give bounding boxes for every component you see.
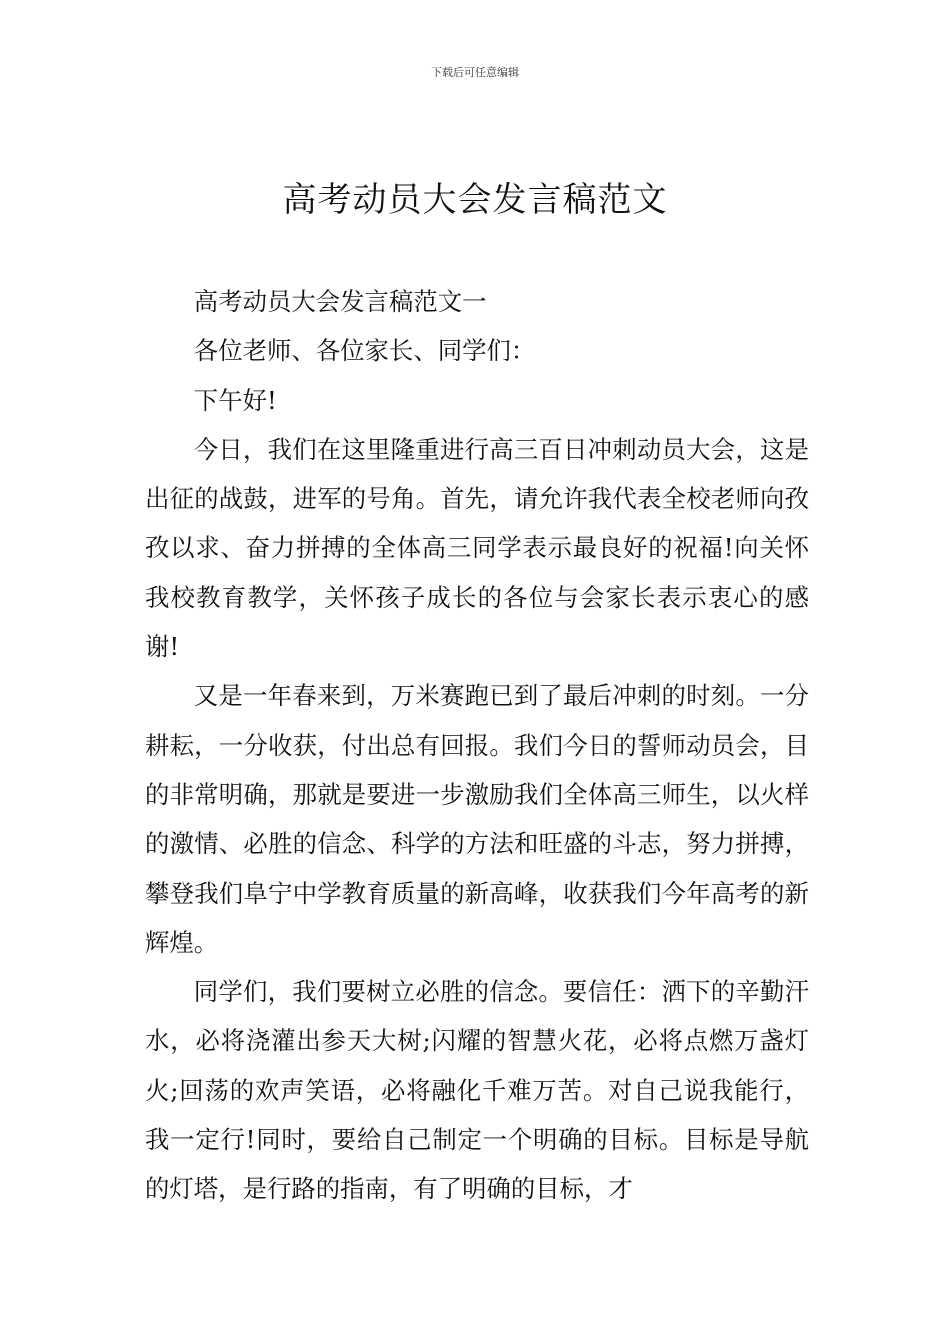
paragraph-salutation: 各位老师、各位家长、同学们：: [193, 336, 536, 366]
paragraph-body-1: 今日，我们在这里隆重进行高三百日冲刺动员大会，这是出征的战鼓，进军的号角。首先，请允许我代表全校老师向孜孜以求、奋力拼搏的全体高三同学表示最良好的祝福!向关怀我校教育教学，关怀孩子成长的各位与会家长表示衷心的感谢!: [145, 434, 809, 662]
paragraph-subtitle: 高考动员大会发言稿范文一: [193, 287, 487, 316]
document-title: 高考动员大会发言稿范文: [282, 180, 668, 220]
document-body: [145, 277, 809, 1214]
paragraph-body-2: 又是一年春来到，万米赛跑已到了最后冲刺的时刻。一分耕耘，一分收获，付出总有回报。我们今日的誓师动员会，目的非常明确，那就是要进一步激励我们全体高三师生，以火样的激情、必胜的信念、科学的方法和旺盛的斗志，努力拼搏，攀登我们阜宁中学教育质量的新高峰，收获我们今年高考的新辉煌。: [145, 681, 809, 957]
paragraph-body-3: 同学们，我们要树立必胜的信念。要信任：洒下的辛勤汗水，必将浇灌出参天大树;闪耀的智慧火花，必将点燃万盏灯火;回荡的欢声笑语，必将融化千难万苦。对自己说我能行，我一定行!同时，要给自己制定一个明确的目标。目标是导航的灯塔，是行路的指南，有了明确的目标，才: [145, 977, 809, 1204]
paragraph-greeting: 下午好!: [193, 385, 277, 415]
page-header-note: 下载后可任意编辑: [431, 66, 519, 79]
